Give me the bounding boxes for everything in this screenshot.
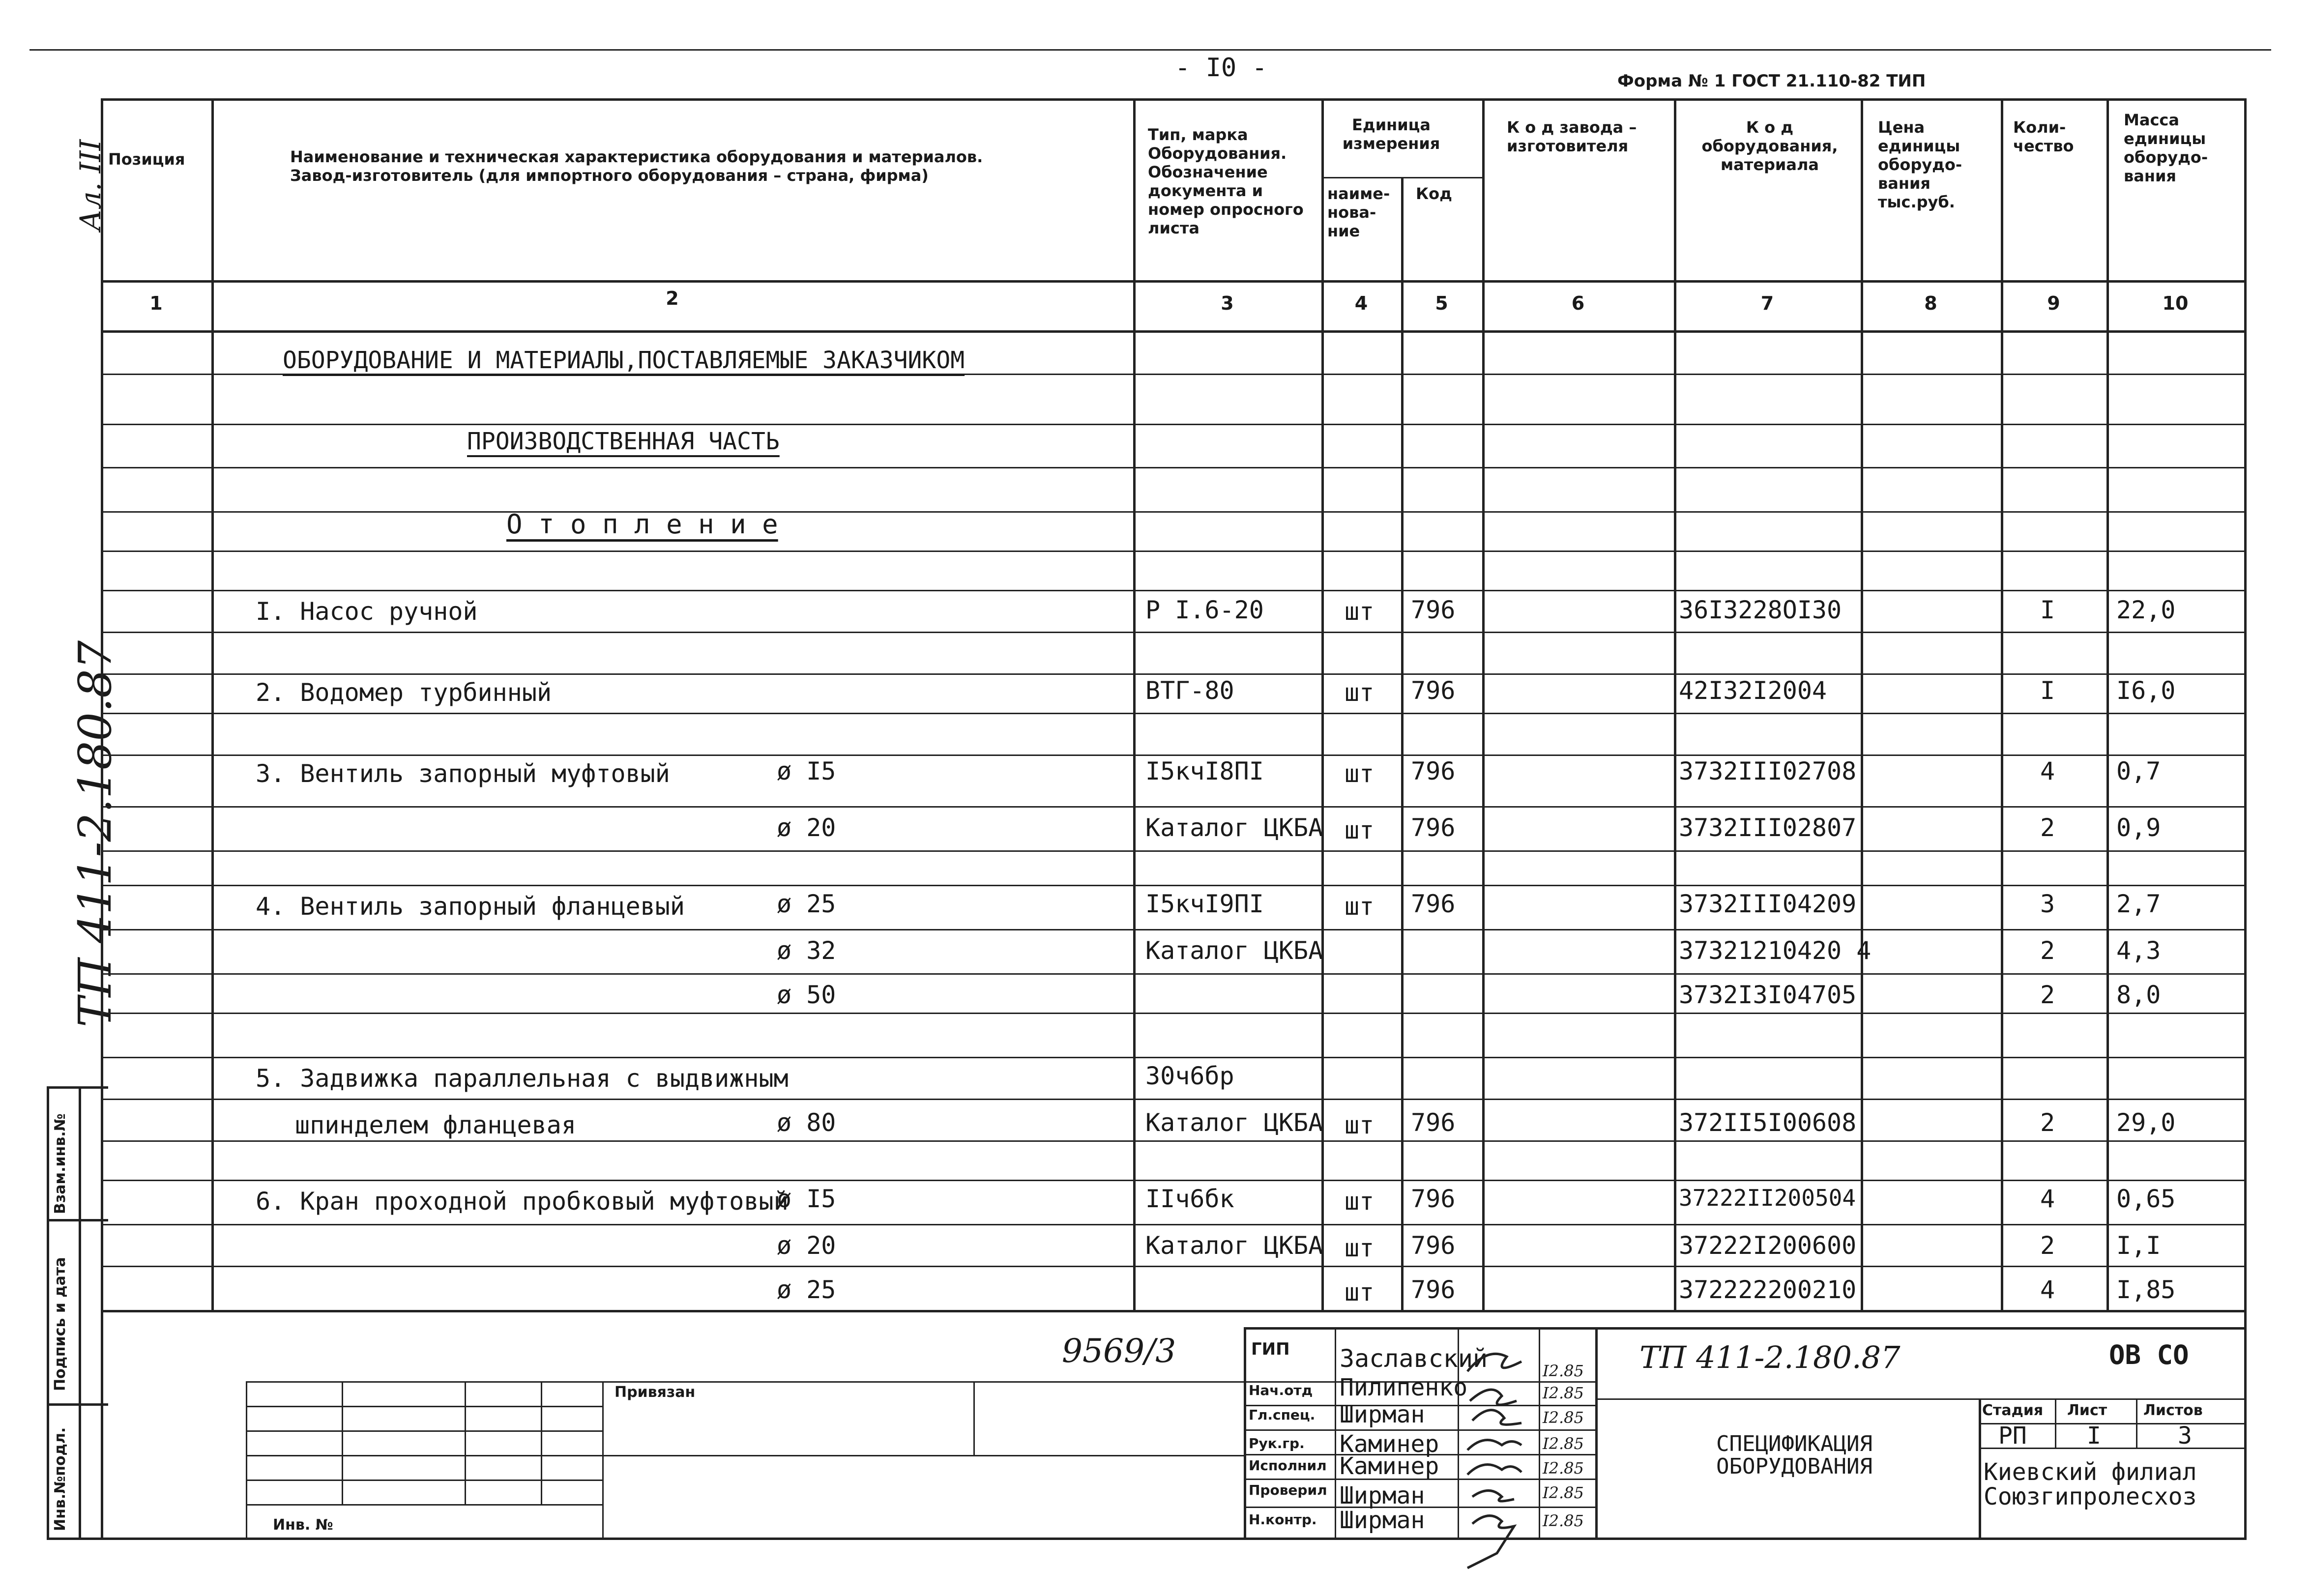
row-material-code: 3732III04209: [1679, 890, 1857, 918]
linked-grid-col: [246, 1381, 247, 1538]
stage-col-line: [2136, 1398, 2137, 1448]
row-line: [101, 850, 2247, 852]
signer-name: Заславский: [1340, 1344, 1488, 1373]
row-mass: 0,65: [2116, 1185, 2176, 1213]
row-line: [101, 885, 2247, 886]
page-number: - I0 -: [1175, 53, 1267, 83]
linked-grid-col: [465, 1381, 466, 1504]
numbers-bottom-line: [101, 330, 2247, 333]
row-code: 796: [1411, 1231, 1456, 1260]
row-name: 4. Вентиль запорный фланцевый: [256, 892, 685, 921]
linked-grid-line: [246, 1406, 602, 1407]
stage-col-line: [2055, 1398, 2056, 1448]
col-header-position: Позиция: [108, 150, 185, 169]
row-unit: шт: [1345, 816, 1375, 844]
row-qty: 2: [2040, 936, 2055, 965]
col-header-name: Наименование и техническая характеристика оборудования и материалов. Завод-изготовитель (для импортного оборудования – страна, фирма): [290, 147, 983, 185]
row-diameter: ø 32: [777, 936, 836, 965]
row-line: [101, 511, 2247, 513]
row-name: шпинделем фланцевая: [295, 1111, 576, 1139]
organization-name: Киевский филиал Союзгипролесхоз: [1984, 1458, 2197, 1510]
row-line: [101, 551, 2247, 552]
row-qty: 4: [2040, 1185, 2055, 1213]
row-qty: I: [2040, 596, 2055, 624]
side-stamp-top: [47, 1086, 108, 1089]
col-number: 1: [149, 292, 163, 314]
row-line: [101, 1099, 2247, 1100]
stamp-right-split: [1595, 1398, 2247, 1400]
side-stamp-line-2: [47, 1403, 108, 1406]
sheet-value: I: [2087, 1422, 2101, 1450]
col-sep: [2106, 98, 2109, 1310]
row-line: [101, 632, 2247, 633]
row-material-code: 42I32I2004: [1679, 676, 1827, 705]
row-material-code: 3732III02708: [1679, 757, 1857, 785]
table-top-border: [101, 98, 2247, 101]
side-cell-replace-inv: Взам.инв.№: [52, 1113, 69, 1214]
section-title: ОБОРУДОВАНИЕ И МАТЕРИАЛЫ,ПОСТАВЛЯЕМЫЕ ЗАКАЗЧИКОМ: [283, 347, 965, 374]
linked-grid-col: [541, 1381, 542, 1504]
side-stamp-line-1: [47, 1219, 108, 1221]
row-diameter: ø 20: [777, 813, 836, 842]
col-number: 7: [1760, 292, 1774, 314]
col-sep: [1674, 98, 1676, 1310]
col-header-factory-code: К о д завода – изготовителя: [1507, 118, 1637, 155]
sign-date: I2.85: [1543, 1511, 1584, 1530]
row-mass: I,85: [2116, 1276, 2176, 1304]
stage-label: Стадия: [1982, 1402, 2044, 1419]
inventory-label: Инв. №: [273, 1516, 333, 1534]
role-executor: Исполнил: [1249, 1457, 1327, 1474]
col-sep: [1861, 98, 1863, 1310]
row-material-code: 3732III02807: [1679, 813, 1857, 842]
row-mass: 29,0: [2116, 1108, 2176, 1137]
stamp-top-line: [1244, 1327, 2244, 1330]
row-qty: I: [2040, 676, 2055, 705]
sheets-value: 3: [2178, 1422, 2192, 1450]
row-diameter: ø 80: [777, 1108, 836, 1137]
row-name: 2. Водомер турбинный: [256, 678, 552, 707]
linked-grid-col: [973, 1381, 975, 1455]
col-number: 5: [1435, 292, 1448, 314]
sign-date: I2.85: [1543, 1483, 1584, 1502]
row-mass: 2,7: [2116, 890, 2161, 918]
col-number: 2: [666, 288, 679, 309]
sign-date: I2.85: [1543, 1459, 1584, 1478]
row-material-code: 37222I200600: [1679, 1231, 1857, 1260]
col-header-mass: Масса единицы оборудо-вания: [2124, 111, 2208, 185]
row-mass: I6,0: [2116, 676, 2176, 705]
row-name: I. Насос ручной: [256, 597, 478, 626]
row-mass: 8,0: [2116, 981, 2161, 1009]
signer-name: Пилипенко: [1340, 1374, 1468, 1401]
signer-name: Каминер: [1340, 1452, 1439, 1480]
row-line: [101, 1266, 2247, 1267]
side-project-code: ТП 411-2.180.87: [69, 640, 121, 1027]
row-type: 30ч6бр: [1145, 1062, 1234, 1090]
stamp-bottom-line: [101, 1538, 2247, 1540]
row-name: 3. Вентиль запорный муфтовый: [256, 759, 670, 788]
linked-grid-line: [246, 1381, 1244, 1383]
row-line: [101, 1224, 2247, 1225]
role-chief-engineer: ГИП: [1251, 1339, 1290, 1359]
row-material-code: 36I3228OI30: [1679, 596, 1842, 624]
row-unit: шт: [1345, 597, 1375, 626]
col-header-unit: Единица измерения: [1342, 116, 1440, 153]
row-type: Каталог ЦКБА: [1145, 1108, 1323, 1137]
stamp-mark: ОВ СО: [2109, 1339, 2189, 1370]
row-material-code: 3732I3I04705: [1679, 981, 1857, 1009]
row-diameter: ø 25: [777, 890, 836, 918]
col-sep: [211, 98, 214, 1310]
table-left-border: [101, 98, 103, 1538]
row-diameter: ø 25: [777, 1276, 836, 1304]
row-material-code: 372II5I00608: [1679, 1108, 1857, 1137]
row-code: 796: [1411, 676, 1456, 705]
linked-grid-line: [246, 1480, 602, 1481]
linked-grid-col: [602, 1381, 604, 1538]
role-head-dept: Нач.отд: [1249, 1382, 1313, 1398]
row-diameter: ø 20: [777, 1231, 836, 1260]
side-stamp-divider: [79, 1086, 81, 1538]
row-line: [101, 1057, 2247, 1058]
row-line: [101, 973, 2247, 975]
row-type: ВТГ-80: [1145, 676, 1234, 705]
row-qty: 2: [2040, 1231, 2055, 1260]
stage-value: РП: [1998, 1422, 2027, 1450]
col-header-unit-name: наиме-нова-ние: [1327, 184, 1390, 240]
signer-name: Ширман: [1340, 1507, 1425, 1534]
sign-date: I2.85: [1543, 1384, 1584, 1402]
col-number: 6: [1571, 292, 1585, 314]
row-code: 796: [1411, 890, 1456, 918]
side-cell-original-inv: Инв.№подл.: [52, 1427, 69, 1531]
row-mass: 0,9: [2116, 813, 2161, 842]
sign-date: I2.85: [1543, 1362, 1584, 1380]
col-number: 8: [1924, 292, 1937, 314]
side-sheet-mark: Ал. III: [74, 139, 107, 231]
row-mass: I,I: [2116, 1231, 2161, 1260]
row-line: [101, 754, 2247, 756]
role-norm-control: Н.контр.: [1249, 1511, 1317, 1528]
side-cell-signature-date: Подпись и дата: [52, 1257, 69, 1391]
col-number: 3: [1221, 292, 1234, 314]
sheet-label: Лист: [2067, 1402, 2107, 1419]
sign-block-left: [1244, 1327, 1246, 1538]
row-unit: шт: [1345, 1187, 1375, 1216]
drawing-number: 9569/3: [1062, 1332, 1176, 1370]
row-line: [101, 424, 2247, 425]
form-label: Форма № 1 ГОСТ 21.110-82 ТИП: [1617, 71, 1926, 91]
stamp-stage-col: [1979, 1398, 1981, 1538]
row-unit: шт: [1345, 1111, 1375, 1139]
row-diameter: ø 50: [777, 981, 836, 1009]
row-material-code: 372222200210: [1679, 1276, 1857, 1304]
row-unit: шт: [1345, 892, 1375, 921]
sign-date: I2.85: [1543, 1434, 1584, 1453]
row-qty: 4: [2040, 757, 2055, 785]
row-name: 6. Кран проходной пробковый муфтовый: [256, 1187, 789, 1216]
linked-grid-line: [246, 1504, 602, 1506]
row-code: 796: [1411, 1108, 1456, 1137]
sheets-label: Листов: [2143, 1402, 2203, 1419]
col-header-unit-code: Код: [1416, 184, 1452, 203]
stamp-project-code: ТП 411-2.180.87: [1639, 1339, 1901, 1375]
row-unit: шт: [1345, 759, 1375, 788]
row-mass: 4,3: [2116, 936, 2161, 965]
row-type: I5кчI9ПI: [1145, 890, 1264, 918]
row-qty: 2: [2040, 813, 2055, 842]
row-mass: 0,7: [2116, 757, 2161, 785]
sign-date: I2.85: [1543, 1408, 1584, 1427]
col-number: 4: [1354, 292, 1368, 314]
row-line: [101, 1180, 2247, 1181]
col-sep: [1401, 177, 1404, 1310]
row-line: [101, 1013, 2247, 1014]
row-unit: шт: [1345, 1278, 1375, 1306]
row-type: Каталог ЦКБА: [1145, 1231, 1323, 1260]
row-code: 796: [1411, 757, 1456, 785]
linked-grid-col: [342, 1381, 343, 1504]
col-number: 10: [2162, 292, 2189, 314]
row-material-code: 37321210420 4: [1679, 936, 1872, 965]
row-qty: 2: [2040, 981, 2055, 1009]
side-stamp-border: [47, 1086, 49, 1538]
row-type: I5кчI8ПI: [1145, 757, 1264, 785]
table-body-bottom: [101, 1310, 2247, 1312]
row-qty: 4: [2040, 1276, 2055, 1304]
col-number: 9: [2047, 292, 2060, 314]
row-diameter: ø I5: [777, 1185, 836, 1213]
header-bottom-line: [101, 280, 2247, 283]
linked-label: Привязан: [614, 1384, 696, 1401]
sign-col-name: [1335, 1327, 1336, 1538]
row-diameter: ø I5: [777, 757, 836, 785]
section-group: О т о п л е н и е: [506, 509, 778, 540]
row-unit: шт: [1345, 1234, 1375, 1262]
row-code: 796: [1411, 596, 1456, 624]
row-line: [101, 806, 2247, 808]
signer-name: Ширман: [1340, 1482, 1425, 1509]
row-code: 796: [1411, 1276, 1456, 1304]
side-stamp-bottom: [47, 1538, 108, 1540]
row-code: 796: [1411, 1185, 1456, 1213]
row-line: [101, 1140, 2247, 1142]
signer-name: Каминер: [1340, 1430, 1439, 1458]
row-material-code: 37222II200504: [1679, 1185, 1856, 1211]
row-line: [101, 673, 2247, 675]
row-qty: 2: [2040, 1108, 2055, 1137]
signatures-drawing: [1458, 1327, 1541, 1583]
row-type: Р I.6-20: [1145, 596, 1264, 624]
signer-name: Ширман: [1340, 1401, 1425, 1428]
col-header-price: Цена единицы оборудо-вания тыс.руб.: [1878, 118, 1962, 211]
col-header-quantity: Коли-чество: [2013, 118, 2074, 155]
row-line: [101, 713, 2247, 714]
row-name: 5. Задвижка параллельная с выдвижным: [256, 1064, 789, 1093]
row-code: 796: [1411, 813, 1456, 842]
col-header-type: Тип, марка Оборудования. Обозначение документа и номер опросного листа: [1148, 125, 1304, 237]
col-header-material-code: К о д оборудования, материала: [1701, 118, 1838, 174]
unit-header-split: [1321, 177, 1482, 178]
role-chief-specialist: Гл.спец.: [1249, 1407, 1316, 1423]
row-type: Каталог ЦКБА: [1145, 813, 1323, 842]
sign-block-right: [1595, 1327, 1598, 1538]
row-line: [101, 929, 2247, 930]
row-line: [101, 467, 2247, 468]
section-subtitle: ПРОИЗВОДСТВЕННАЯ ЧАСТЬ: [467, 428, 780, 455]
linked-grid-line: [246, 1455, 1244, 1456]
row-line: [101, 590, 2247, 591]
linked-grid-line: [246, 1430, 602, 1432]
col-sep: [1133, 98, 1136, 1310]
role-checker: Проверил: [1249, 1482, 1327, 1498]
role-group-lead: Рук.гр.: [1249, 1435, 1305, 1451]
row-unit: шт: [1345, 678, 1375, 707]
row-type: Каталог ЦКБА: [1145, 936, 1323, 965]
table-right-border: [2244, 98, 2247, 1538]
row-qty: 3: [2040, 890, 2055, 918]
row-type: IIч6бк: [1145, 1185, 1234, 1213]
stamp-title: СПЕЦИФИКАЦИЯ ОБОРУДОВАНИЯ: [1716, 1431, 1872, 1479]
col-sep: [1482, 98, 1485, 1310]
top-border-line: [29, 49, 2271, 51]
col-sep: [2001, 98, 2003, 1310]
row-mass: 22,0: [2116, 596, 2176, 624]
